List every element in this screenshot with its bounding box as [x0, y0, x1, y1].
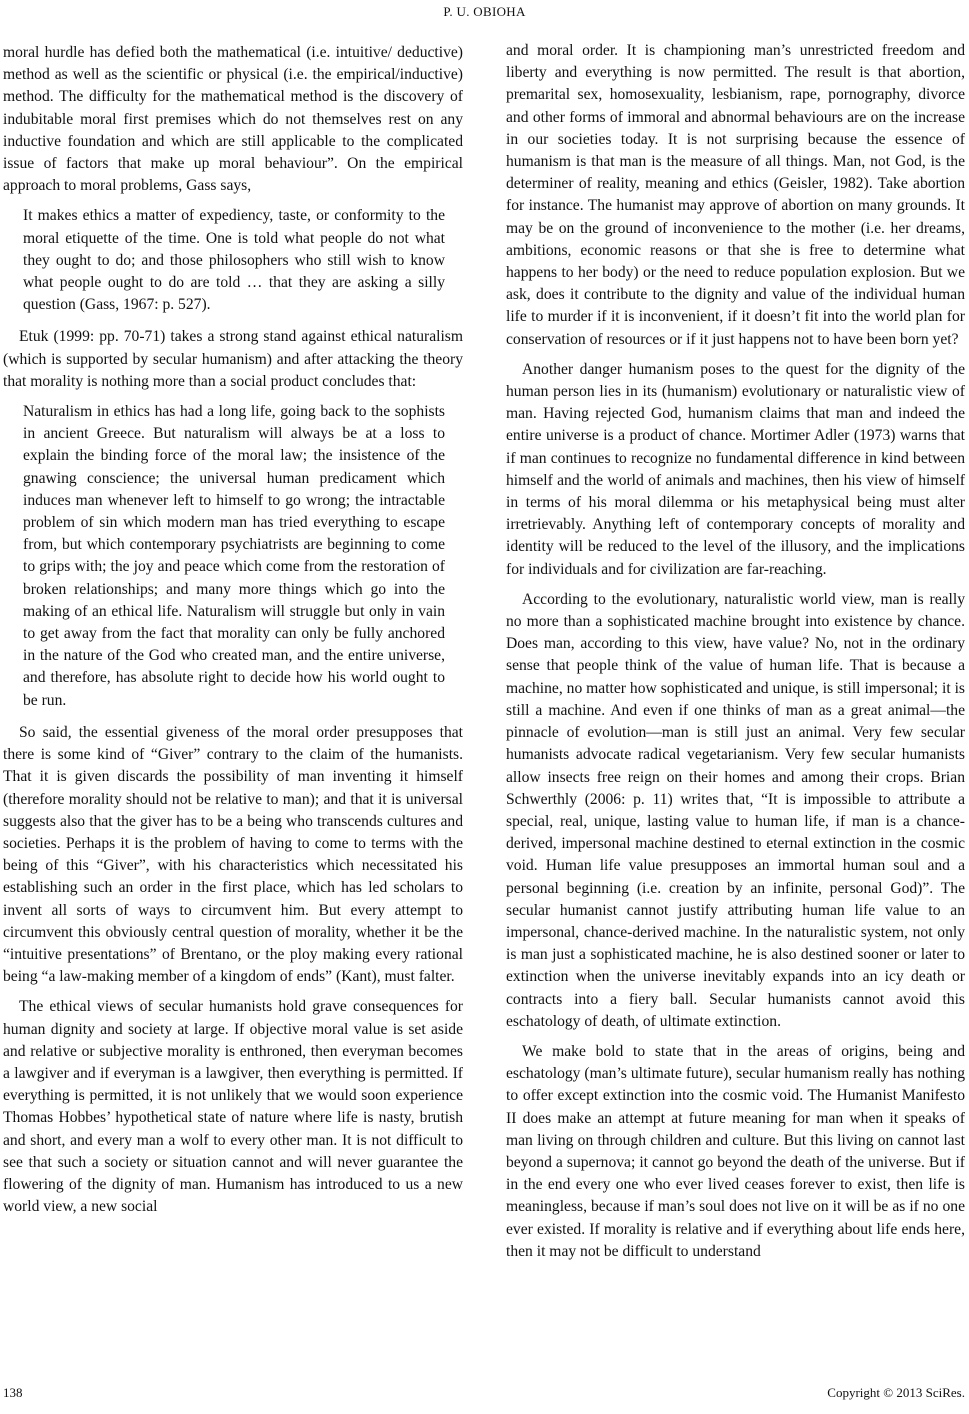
paragraph: Another danger humanism poses to the quest for the dignity of the human person lies in its (humanism) evolutionary or naturalistic view of man. Having rejected God, humanism claims that man and indeed the entire universe is a product of chance. Mortimer Adler (1973) warns that if man continues to recognize no fundamental difference in kind between himself and the world of animals and machines, then his view of himself in terms of his moral dilemma or his metaphysical being must alter irretrievably. Anything left of contemporary concepts of morality and identity will be reduced to the level of the illusory, and the implications for individuals and for civilization are far-reaching. — [506, 360, 965, 578]
copyright-notice: Copyright © 2013 SciRes. — [827, 1385, 965, 1400]
block-quote: Naturalism in ethics has had a long life, going back to the sophists in ancient Greece. But naturalism will always be at a loss to explain the binding force of the moral law; the insistence of the gnawing conscience; the universal human predicament which induces man whenever left to himself to go wrong; the intractable problem of sin which modern man has tried everything to escape from, but which contemporary psychiatrists are beginning to come to grips with; the joy and peace which come from the restoration of broken relationships; and many more things which go into the making of an ethical life. Naturalism will struggle but only in vain to get away from the fact that morality can only be fully anchored in the nature of the God who created man, and the entire universe, and therefore, has absolute right to decide how his world ought to be run. — [23, 403, 445, 709]
paragraph: Etuk (1999: pp. 70-71) takes a strong stand against ethical naturalism (which is supported by secular humanism) and after attacking the theory that morality is nothing more than a social product concludes that: — [3, 328, 463, 390]
running-title: P. U. OBIOHA — [443, 4, 526, 19]
block-quote: It makes ethics a matter of expediency, taste, or conformity to the moral etiquette of the time. One is told what people do not what they ought to do; and those philosophers who still wish to know what people ought to do are told … that they are asking a silly question (Gass, 1967: p. 527). — [23, 207, 445, 314]
right-column — [506, 40, 965, 1271]
paragraph: and moral order. It is championing man’s unrestricted freedom and liberty and everything is now permitted. The result is that abortion, premarital sex, homosexuality, lesbianism, rape, pornography, divorce and other forms of immoral and abnormal behaviours are on the increase in our societies today. It is not surprising because the essence of humanism is that man is the measure of all things. Man, not God, is the determiner of reality, meaning and ethics (Geisler, 1982). Take abortion for instance. The humanist may approve of abortion on many grounds. It may be on the ground of inconvenience to the mother (i.e. her dreams, ambitions, economic reasons or that she is free to determine what happens to her body) or the need to reduce population explosion. But we ask, does it contribute to the dignity and value of the individual human life to murder if it is inconvenient, if it doesn’t fit into the world plan for conservation of resources or if it just happens not to have been born yet? — [506, 42, 965, 348]
paragraph: moral hurdle has defied both the mathematical (i.e. intuitive/ deductive) method as well as the scientific or physical (i.e. the empirical/inductive) method. The difficulty for the mathematical method is the discovery of indubitable moral first premises which do not themselves rest on any inductive foundation and which are still applicable to the complicated issue of factors that make up moral behaviour”. On the empirical approach to moral problems, Gass says, — [3, 44, 463, 195]
paragraph: The ethical views of secular humanists hold grave consequences for human dignity and society at large. If objective moral value is set aside and relative or subjective morality is enthroned, then everyman becomes a lawgiver and if everyman is a lawgiver, then everything is permitted. If everything is permitted, it is not unlikely that we would soon experience Thomas Hobbes’ hypothetical state of nature where life is nasty, brutish and short, and every man a wolf to every other man. It is not difficult to see that such a society or situation cannot and will never guarantee the flowering of the dignity of man. Humanism has introduced to us a new world view, a new social — [3, 998, 463, 1216]
paragraph: We make bold to state that in the areas of origins, being and eschatology (man’s ultimate future), secular humanism really has nothing to offer except extinction into the cosmic void. The Humanist Manifesto II does make an attempt at future meaning for man when it speaks of man living on through children and culture. But this living on cannot last beyond a supernova; it cannot go beyond the death of the universe. But if in the end every one who ever lived ceases forever to exist, then life is meaningless, because if man’s soul does not live on it will be as if no one ever existed. If morality is relative and if everything about life ends here, then it may not be difficult to understand — [506, 1042, 965, 1260]
left-column — [3, 42, 463, 1226]
page-number: 138 — [3, 1385, 23, 1400]
paragraph: According to the evolutionary, naturalistic world view, man is really no more than a sophisticated machine brought into existence by chance. Does man, according to this view, have value? No, not in the ordinary sense that people think of the value of human life. That is because a machine, no matter how sophisticated and unique, is still impersonal; it is still a machine. And even if one thinks of man as a great animal—the pinnacle of evolution—man is still just an animal. Very few secular humanists advocate radical vegetarianism. Very few secular humanists allow insects free reign on their homes and among their crops. Brian Schwerthly (2006: p. 11) writes that, “It is impossible to attribute a special, real, unique, lasting value to human life, if man is a chance-derived, impersonal machine destined to eternal extinction in the cosmic void. Human life value presupposes an immortal human soul and a personal beginning (i.e. creation by an infinite, personal God)”. The secular humanist cannot justify attributing human life value to an impersonal, chance-derived machine. In the naturalistic system, not only is man just a sophisticated machine, he is also destined sooner or later to extinction when the universe inevitably expands into an icy death or contracts into a fiery ball. Secular humanists cannot avoid this eschatology of death, of ultimate extinction. — [506, 590, 965, 1030]
paragraph: So said, the essential giveness of the moral order presupposes that there is some kind of “Giver” contrary to the claim of the humanists. That it is given discards the possibility of man inventing it himself (therefore morality should not be relative to man); and that it is universal suggests also that the giver has to be a being who transcends cultures and societies. Perhaps it is the problem of having to come to terms with the being of this “Giver”, with his characteristics which necessitated his establishing such an order in the first place, which has led scholars to invent all sorts of ways to circumvent him. But every attempt to circumvent this obviously central question of morality, whether it be the “intuitive presentations” of Brentano, or the ploy making every rational being “a law-making member of a kingdom of ends” (Kant), must falter. — [3, 723, 463, 986]
